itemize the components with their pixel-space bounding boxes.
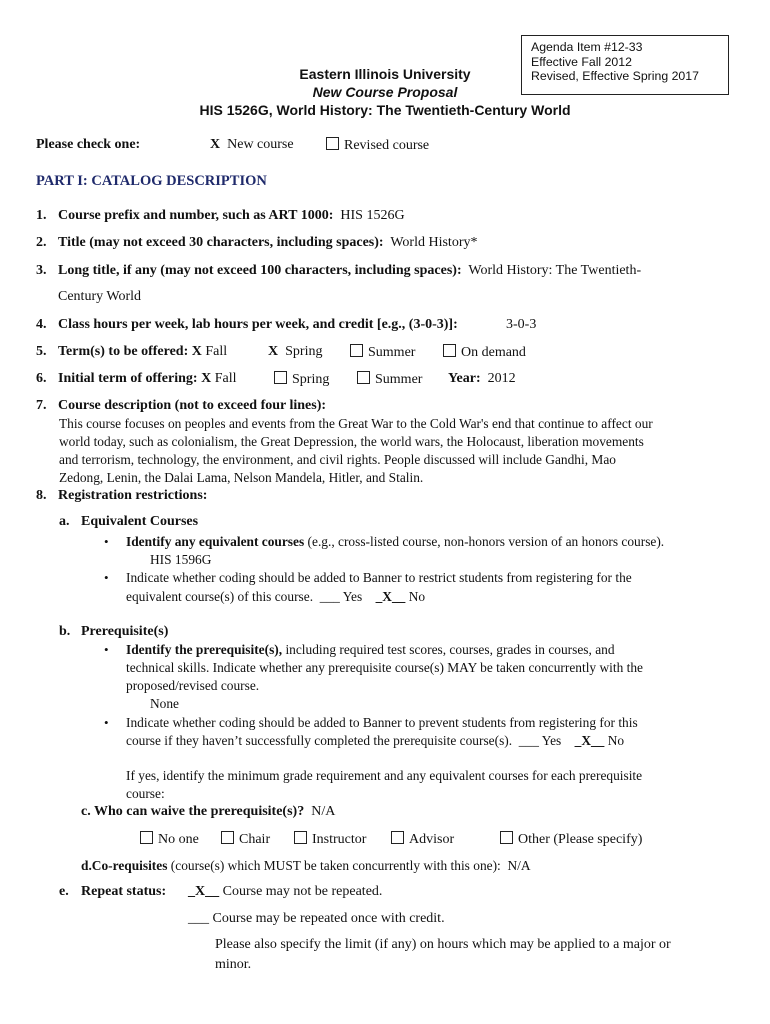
summer-label: Summer: [368, 345, 416, 360]
sub-letter: b.: [59, 624, 71, 639]
on-demand-checkbox[interactable]: [443, 344, 456, 357]
bold-text: Identify any equivalent courses: [126, 534, 305, 549]
description-line: This course focuses on peoples and events from the Great War to the Cold War's end that continue to affect our: [59, 416, 653, 431]
no-label: No: [408, 589, 426, 604]
checkbox[interactable]: [391, 831, 404, 844]
initial-summer-option[interactable]: [357, 371, 422, 388]
spring-label: Spring: [285, 344, 323, 359]
item-registration-restrictions: [36, 488, 207, 504]
item-label: Long title, if any (may not exceed 100 characters, including spaces):: [58, 263, 462, 278]
waive-option-other[interactable]: [500, 831, 642, 848]
revised-course-label: Revised course: [344, 138, 430, 153]
check-label: Please check one:: [36, 137, 141, 152]
item-course-description: [36, 398, 326, 414]
new-course-mark: X: [210, 137, 221, 152]
prereq-ifyes-line: If yes, identify the minimum grade requirement and any equivalent courses for each prerequisite: [126, 768, 643, 783]
year-label: Year:: [448, 371, 481, 386]
item-long-title: [36, 263, 641, 279]
on-demand-option[interactable]: [443, 344, 526, 361]
repeat-note-line2: minor.: [215, 957, 252, 972]
equivalent-answer: HIS 1596G: [150, 552, 212, 567]
initial-spring-checkbox[interactable]: [274, 371, 287, 384]
repeat-mark: _X__: [188, 884, 220, 899]
prerequisites-heading: [59, 624, 168, 640]
sub-title: Prerequisite(s): [81, 624, 169, 639]
item-label: Term(s) to be offered:: [58, 344, 189, 359]
fall-mark: X: [201, 371, 212, 386]
agenda-revised: Revised, Effective Spring 2017: [531, 69, 699, 83]
spring-mark: X: [268, 344, 279, 359]
rest-text: (e.g., cross-listed course, non-honors version of an honors course).: [304, 534, 665, 549]
waive-option-instructor[interactable]: [294, 831, 366, 848]
coreq-label: d.Co-requisites: [81, 858, 168, 873]
university-name: Eastern Illinois University: [299, 66, 471, 82]
new-course-label: New course: [227, 137, 294, 152]
prereq-coding-line2: [126, 733, 624, 749]
item-value: World History: The Twentieth-: [468, 263, 642, 278]
no-mark[interactable]: _X__: [574, 733, 605, 748]
sub-letter: a.: [59, 514, 70, 529]
item-class-hours: [36, 317, 458, 333]
part1-title: PART I: CATALOG DESCRIPTION: [36, 173, 267, 189]
on-demand-label: On demand: [461, 345, 526, 360]
agenda-item: Agenda Item #12-33: [531, 40, 643, 54]
bold-text: Identify the prerequisite(s),: [126, 642, 283, 657]
prereq-identify-line2: technical skills. Indicate whether any prerequisite course(s) MAY be taken concurrently with the: [126, 660, 643, 675]
item-number: 2.: [36, 235, 47, 250]
prereq-ifyes-line2: course:: [126, 786, 165, 801]
initial-summer-label: Summer: [375, 372, 423, 387]
sub-letter: e.: [59, 884, 69, 899]
no-label: No: [607, 733, 625, 748]
option-label: Chair: [239, 832, 271, 847]
checkbox[interactable]: [221, 831, 234, 844]
yes-label: Yes: [342, 589, 363, 604]
option-label: No one: [158, 832, 199, 847]
prereq-identify: [126, 642, 615, 658]
repeat-option-no-repeat[interactable]: [188, 884, 382, 900]
item-number: 4.: [36, 317, 47, 332]
item-value: World History*: [390, 235, 478, 250]
waive-value: N/A: [311, 804, 336, 819]
revised-course-checkbox[interactable]: [326, 137, 339, 150]
item-value: HIS 1526G: [340, 208, 405, 223]
description-line: world today, such as colonialism, the Great Depression, the world wars, the Holocaust, liberation movements: [59, 434, 644, 449]
text: course if they haven’t successfully completed the prerequisite course(s).: [126, 733, 513, 748]
item-initial-term: [36, 371, 236, 387]
initial-spring-option[interactable]: [274, 371, 329, 388]
item-number: 3.: [36, 263, 47, 278]
description-line: and terrorism, technology, the environment, and civil rights. People discussed will include Gandhi, Mao: [59, 452, 616, 467]
checkbox[interactable]: [294, 831, 307, 844]
description-line: Zedong, Lenin, the Dalai Lama, Nelson Mandela, Hitler, and Stalin.: [59, 470, 424, 485]
initial-spring-label: Spring: [292, 372, 330, 387]
item-label: Class hours per week, lab hours per week, and credit [e.g., (3-0-3)]:: [58, 317, 458, 332]
corequisites: [81, 858, 531, 874]
item-number: 6.: [36, 371, 47, 386]
bullet-icon: •: [104, 715, 109, 730]
item-label: Course prefix and number, such as ART 1000:: [58, 208, 334, 223]
item-terms-offered: [36, 344, 227, 360]
item-label: Registration restrictions:: [58, 488, 208, 503]
equivalent-identify: [126, 534, 664, 550]
item-label: Course description (not to exceed four lines):: [58, 398, 327, 413]
option-label: Advisor: [409, 832, 455, 847]
equivalent-coding-line2: [126, 589, 425, 605]
waive-option-chair[interactable]: [221, 831, 270, 848]
fall-label: Fall: [214, 371, 237, 386]
option-label: Instructor: [312, 832, 367, 847]
item-label: Initial term of offering:: [58, 371, 198, 386]
bullet-icon: •: [104, 642, 109, 657]
waive-option-advisor[interactable]: [391, 831, 454, 848]
initial-year: [448, 371, 516, 387]
repeat-option-once[interactable]: [188, 911, 445, 927]
year-value: 2012: [487, 371, 516, 386]
bullet-icon: •: [104, 534, 109, 549]
rest-text: including required test scores, courses, grades in courses, and: [282, 642, 615, 657]
checkbox[interactable]: [140, 831, 153, 844]
coreq-value: N/A: [507, 858, 531, 873]
waive-question: [81, 804, 335, 820]
waive-option-no-one[interactable]: [140, 831, 199, 848]
item-long-title-cont: Century World: [58, 289, 141, 304]
new-course-option[interactable]: [210, 137, 294, 153]
initial-summer-checkbox[interactable]: [357, 371, 370, 384]
item-course-prefix: [36, 208, 405, 224]
no-mark[interactable]: _X__: [375, 589, 406, 604]
revised-course-option[interactable]: [326, 137, 429, 154]
equivalent-courses-heading: [59, 514, 198, 530]
item-number: 1.: [36, 208, 47, 223]
text: equivalent course(s) of this course.: [126, 589, 314, 604]
option-label: Course may be repeated once with credit.: [212, 911, 445, 926]
item-number: 7.: [36, 398, 47, 413]
spring-option[interactable]: [268, 344, 322, 360]
prereq-identify-line3: proposed/revised course.: [126, 678, 260, 693]
item-number: 5.: [36, 344, 47, 359]
item-label: Title (may not exceed 30 characters, including spaces):: [58, 235, 384, 250]
prereq-coding-line: Indicate whether coding should be added to Banner to prevent students from registering for this: [126, 715, 638, 730]
sub-title: Equivalent Courses: [81, 514, 199, 529]
item-class-hours-value: 3-0-3: [506, 317, 537, 332]
yes-blank[interactable]: ___: [319, 589, 340, 604]
sub-title: Repeat status:: [81, 884, 167, 899]
proposal-title: New Course Proposal: [312, 84, 458, 100]
waive-label: c. Who can waive the prerequisite(s)?: [81, 804, 305, 819]
item-number: 8.: [36, 488, 47, 503]
option-label: Other (Please specify): [518, 832, 643, 847]
prereq-answer: None: [150, 696, 180, 711]
summer-checkbox[interactable]: [350, 344, 363, 357]
option-label: Course may not be repeated.: [222, 884, 383, 899]
summer-option[interactable]: [350, 344, 415, 361]
repeat-blank: ___: [188, 911, 209, 926]
repeat-note-line: Please also specify the limit (if any) on hours which may be applied to a major or: [215, 937, 671, 952]
course-title: HIS 1526G, World History: The Twentieth-Century World: [199, 102, 571, 118]
agenda-effective: Effective Fall 2012: [531, 54, 632, 69]
yes-blank[interactable]: ___: [518, 733, 539, 748]
equivalent-coding-line: Indicate whether coding should be added to Banner to restrict students from registering for the: [126, 570, 632, 585]
item-title: [36, 235, 478, 251]
fall-mark: X: [191, 344, 202, 359]
coreq-rest: (course(s) which MUST be taken concurrently with this one):: [167, 858, 501, 873]
checkbox[interactable]: [500, 831, 513, 844]
repeat-status-heading: [59, 884, 166, 900]
fall-label: Fall: [205, 344, 228, 359]
bullet-icon: •: [104, 570, 109, 585]
yes-label: Yes: [541, 733, 562, 748]
